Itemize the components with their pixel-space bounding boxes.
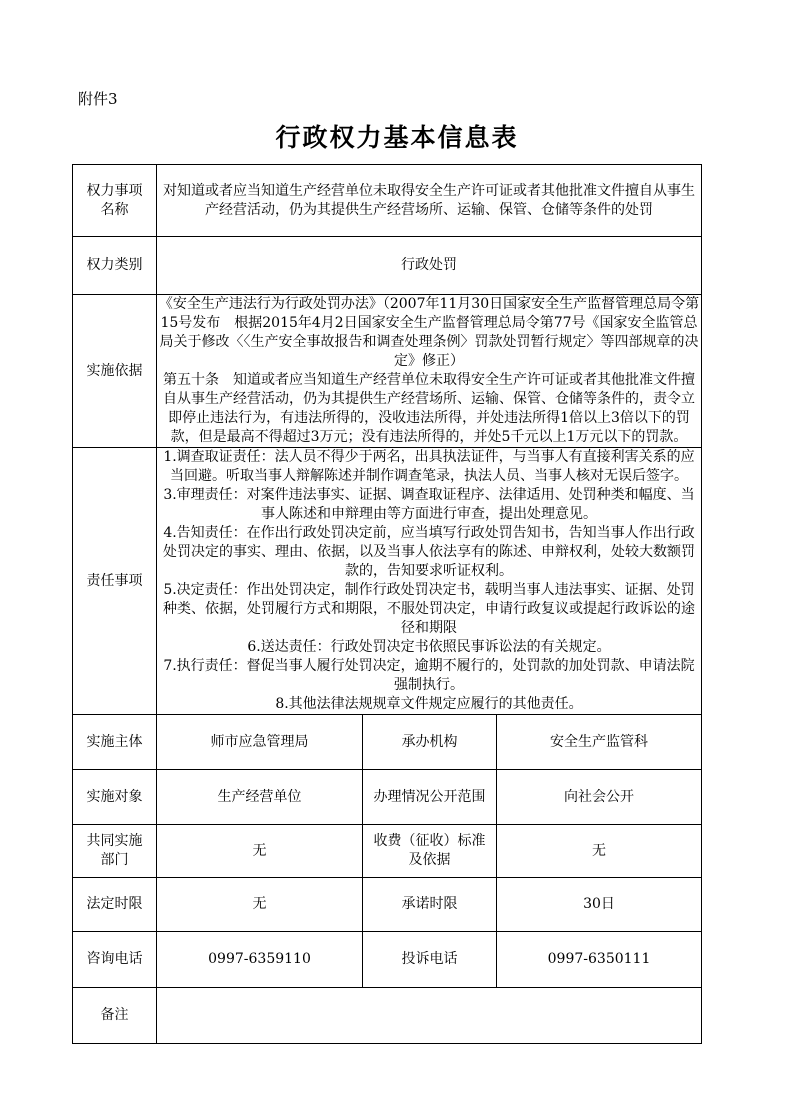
- complaint-phone-label: 投诉电话: [363, 932, 497, 988]
- handling-org-label: 承办机构: [363, 715, 497, 770]
- responsibility-label: 责任事项: [73, 448, 157, 715]
- basis-paragraph-1: 《安全生产违法行为行政处罚办法》（2007年11月30日国家安全生产监督管理总局令第15号发布 根据2015年4月2日国家安全生产监督管理总局令第77号《国家安全监管总局关于修改〈〈生产安全事故报告和调查处理条例〉罚款处罚暂行规定〉等四部规章的决定》修正）: [158, 296, 700, 369]
- consult-phone-value: 0997-6359110: [157, 932, 363, 988]
- disclosure-scope-value: 向社会公开: [497, 770, 702, 825]
- subject-label: 实施主体: [73, 715, 157, 770]
- handling-org-value: 安全生产监管科: [497, 715, 702, 770]
- consult-phone-label: 咨询电话: [73, 932, 157, 988]
- object-label: 实施对象: [73, 770, 157, 825]
- legal-time-limit-label: 法定时限: [73, 878, 157, 932]
- remark-value: [157, 988, 702, 1044]
- basis-label: 实施依据: [73, 295, 157, 448]
- responsibility-item: 3.审理责任：对案件违法事实、证据、调查取证程序、法律适用、处罚种类和幅度、当事人陈述和申辩理由等方面进行审查，提出处理意见。: [163, 487, 695, 522]
- joint-dept-value: 无: [157, 825, 363, 878]
- row-power-name: [73, 165, 702, 237]
- row-object: [73, 770, 702, 825]
- object-value: 生产经营单位: [157, 770, 363, 825]
- complaint-phone-value: 0997-6350111: [497, 932, 702, 988]
- responsibility-item: 6.送达责任：行政处罚决定书依照民事诉讼法的有关规定。: [247, 639, 611, 655]
- page-title: 行政权力基本信息表: [275, 123, 519, 152]
- row-remark: [73, 988, 702, 1044]
- responsibility-item: 8.其他法律法规规章文件规定应履行的其他责任。: [275, 696, 583, 712]
- power-type-value: 行政处罚: [157, 237, 702, 295]
- row-basis: [73, 295, 702, 448]
- row-phone: [73, 932, 702, 988]
- info-table: [72, 164, 702, 1044]
- fee-standard-value: 无: [497, 825, 702, 878]
- promised-time-limit-value: 30日: [497, 878, 702, 932]
- subject-value: 师市应急管理局: [157, 715, 363, 770]
- row-responsibility: [73, 448, 702, 715]
- power-name-value: 对知道或者应当知道生产经营单位未取得安全生产许可证或者其他批准文件擅自从事生产经营活动，仍为其提供生产经营场所、运输、保管、仓储等条件的处罚: [157, 165, 702, 237]
- responsibility-item: 1.调查取证责任：法人员不得少于两名，出具执法证件，与当事人有直接利害关系的应当回避。听取当事人辩解陈述并制作调查笔录，执法人员、当事人核对无误后签字。: [163, 449, 695, 484]
- row-time-limit: [73, 878, 702, 932]
- responsibility-value: [157, 448, 702, 715]
- responsibility-item: 4.告知责任：在作出行政处罚决定前，应当填写行政处罚告知书，告知当事人作出行政处罚决定的事实、理由、依据，以及当事人依法享有的陈述、申辩权利，处较大数额罚款的，告知要求听证权利。: [163, 525, 695, 579]
- basis-paragraph-2: 第五十条 知道或者应当知道生产经营单位未取得安全生产许可证或者其他批准文件擅自从事生产经营活动，仍为其提供生产经营场所、运输、保管、仓储等条件的，责令立即停止违法行为，有违法所得的，没收违法所得，并处违法所得1倍以上3倍以下的罚款，但是最高不得超过3万元；没有违法所得的，并处5千元以上1万元以下的罚款。: [163, 372, 695, 445]
- power-type-label: 权力类别: [73, 237, 157, 295]
- basis-value: [157, 295, 702, 448]
- row-power-type: [73, 237, 702, 295]
- fee-standard-label: 收费（征收）标准及依据: [363, 825, 497, 878]
- legal-time-limit-value: 无: [157, 878, 363, 932]
- row-subject: [73, 715, 702, 770]
- responsibility-item: 7.执行责任：督促当事人履行处罚决定，逾期不履行的，处罚款的加处罚款、申请法院强制执行。: [163, 658, 695, 693]
- promised-time-limit-label: 承诺时限: [363, 878, 497, 932]
- disclosure-scope-label: 办理情况公开范围: [363, 770, 497, 825]
- power-name-label: 权力事项名称: [73, 165, 157, 237]
- attachment-label: 附件3: [78, 90, 118, 108]
- row-joint: [73, 825, 702, 878]
- responsibility-item: 5.决定责任：作出处罚决定，制作行政处罚决定书，载明当事人违法事实、证据、处罚种类、依据，处罚履行方式和期限，不服处罚决定，申请行政复议或提起行政诉讼的途径和期限: [163, 582, 695, 636]
- remark-label: 备注: [73, 988, 157, 1044]
- joint-dept-label: 共同实施部门: [73, 825, 157, 878]
